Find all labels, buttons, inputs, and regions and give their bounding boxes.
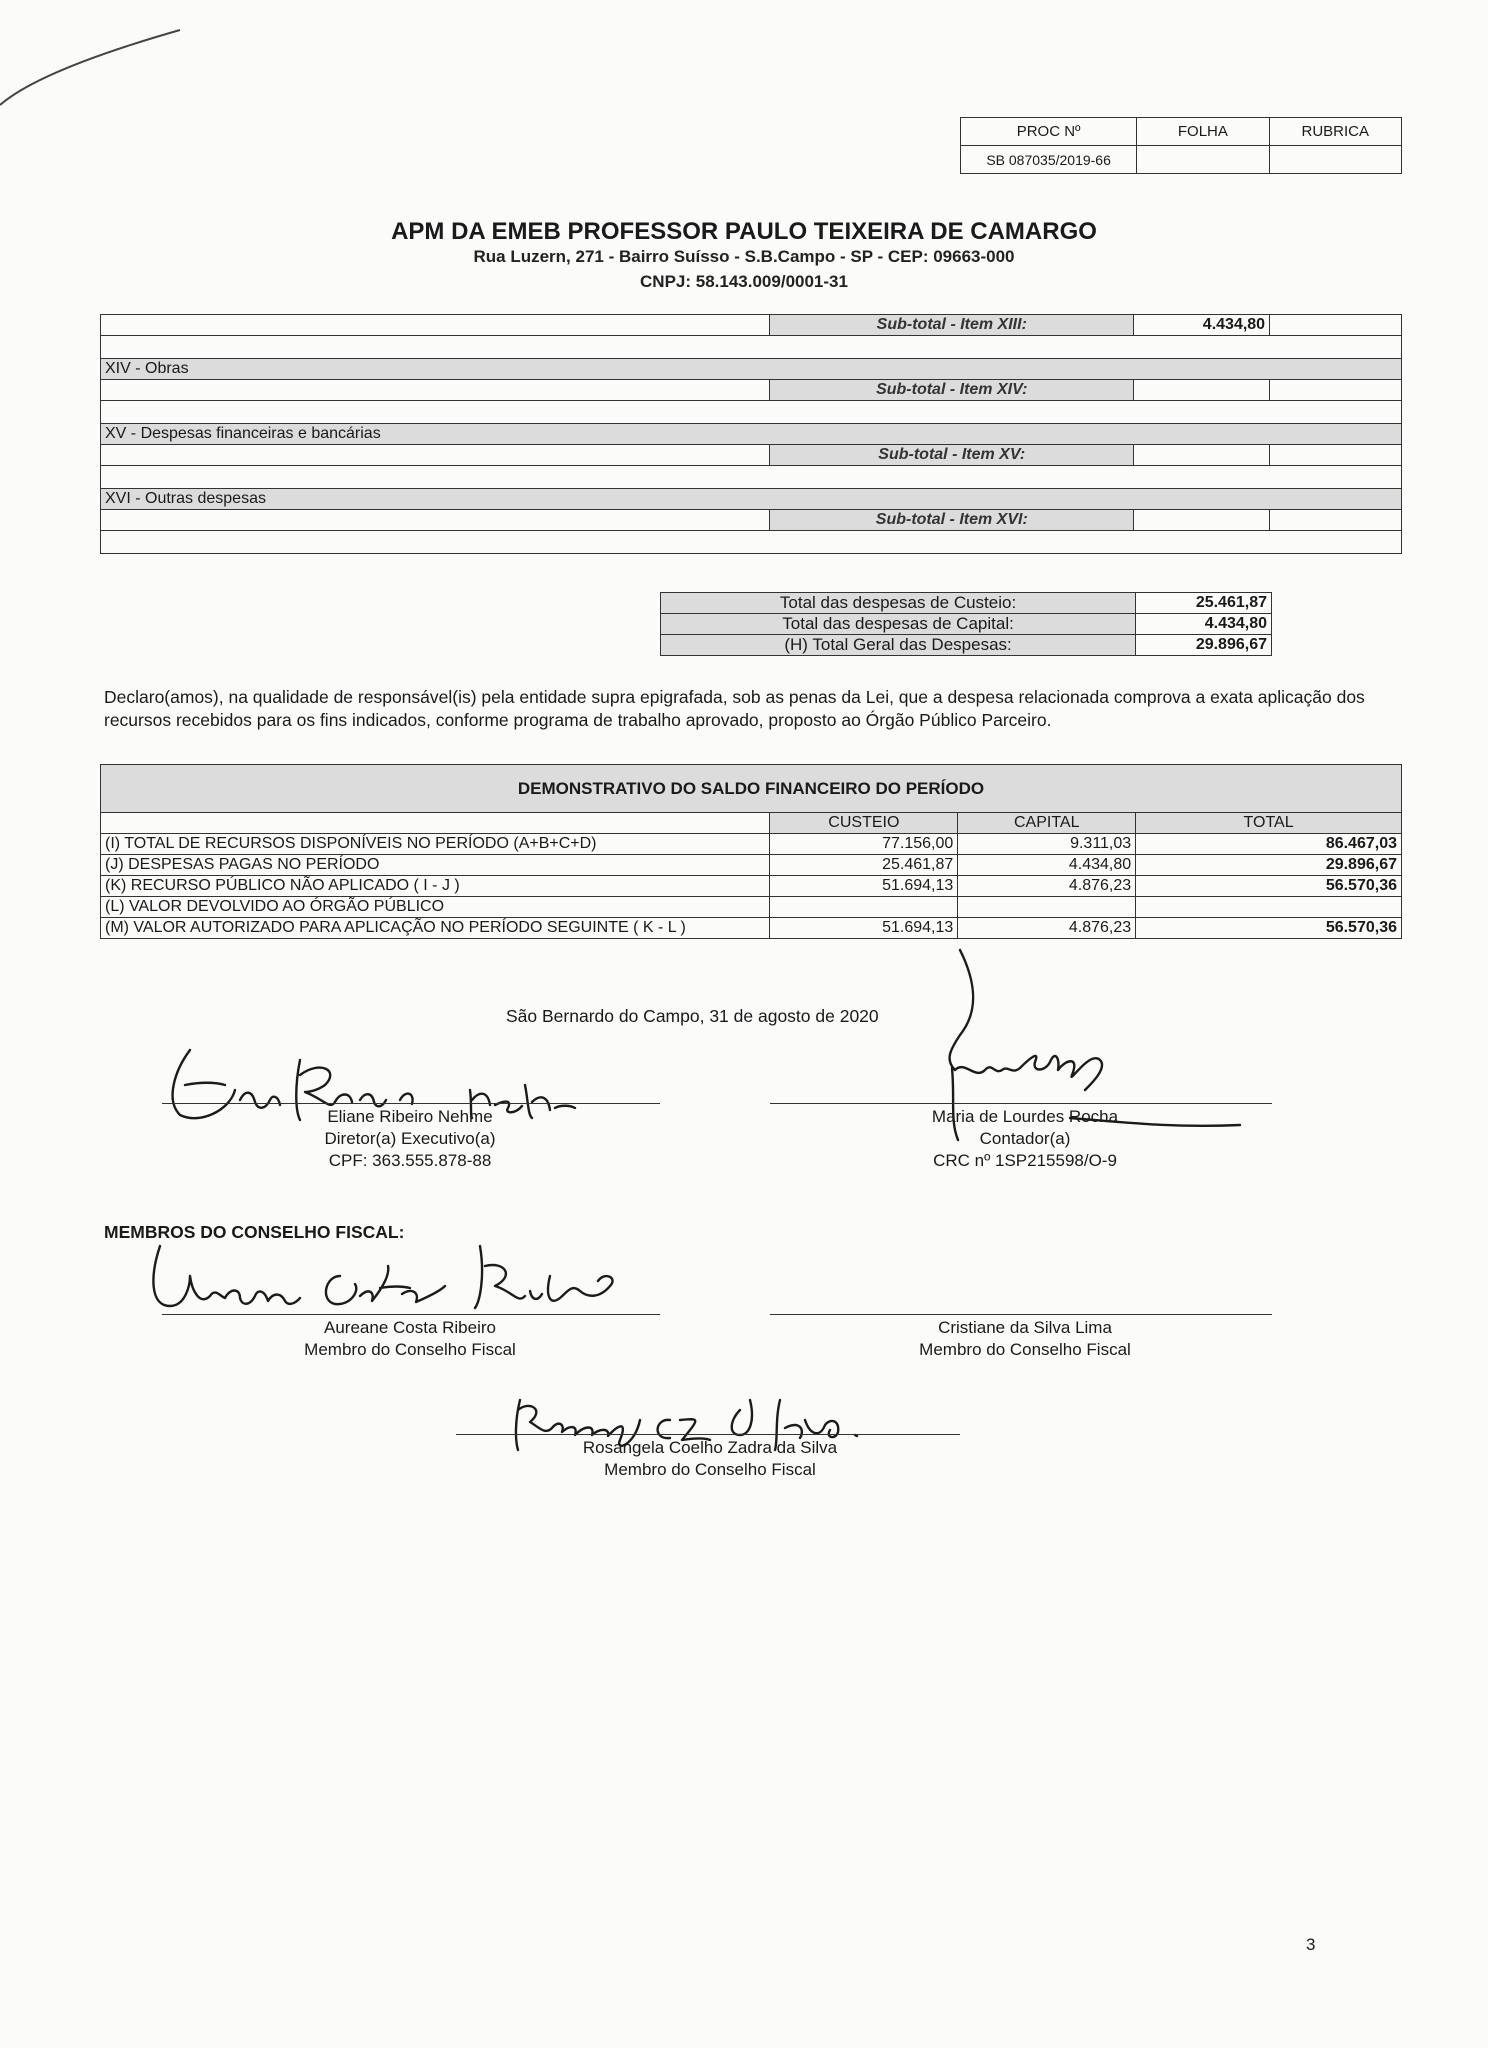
accountant-crc: CRC nº 1SP215598/O-9	[933, 1151, 1117, 1170]
empty-cell	[101, 315, 770, 336]
row-capital: 4.876,23	[958, 918, 1136, 939]
empty-cell	[1270, 510, 1402, 531]
section-xv: XV - Despesas financeiras e bancárias	[101, 424, 1402, 445]
subtotal-xiii-value: 4.434,80	[1134, 315, 1270, 336]
proc-box	[960, 117, 1402, 174]
place-date: São Bernardo do Campo, 31 de agosto de 2020	[506, 1006, 879, 1026]
member3-name: Rosangela Coelho Zadra da Silva	[582, 1438, 838, 1457]
spacer-row	[101, 466, 1402, 489]
row-label: (J) DESPESAS PAGAS NO PERÍODO	[101, 855, 770, 876]
row-capital: 4.434,80	[958, 855, 1136, 876]
folha-value	[1137, 146, 1269, 174]
subtotal-xv-value	[1134, 445, 1270, 466]
row-custeio: 25.461,87	[770, 855, 958, 876]
row-total	[1136, 897, 1402, 918]
empty-cell	[1270, 380, 1402, 401]
accountant-role: Contador(a)	[979, 1129, 1071, 1148]
subtotal-xiii-label: Sub-total - Item XIII:	[770, 315, 1134, 336]
director-role: Diretor(a) Executivo(a)	[324, 1129, 496, 1148]
row-total: 56.570,36	[1136, 876, 1402, 897]
subtotal-xiv-value	[1134, 380, 1270, 401]
spacer-row	[101, 531, 1402, 554]
table-row	[101, 876, 1402, 897]
folha-label: FOLHA	[1137, 118, 1269, 146]
table-row	[101, 834, 1402, 855]
table-row	[101, 897, 1402, 918]
empty-cell	[101, 510, 770, 531]
empty-cell	[1270, 445, 1402, 466]
row-capital	[958, 897, 1136, 918]
total-custeio-value: 25.461,87	[1136, 593, 1272, 614]
page-number: 3	[1306, 1935, 1316, 1954]
expenses-table	[100, 314, 1402, 554]
page-corner-fold	[0, 0, 200, 130]
demonstrativo-title: DEMONSTRATIVO DO SALDO FINANCEIRO DO PERÍODO	[101, 765, 1402, 813]
director-signature-line	[162, 1103, 660, 1104]
declaration-text: Declaro(amos), na qualidade de responsável(is) pela entidade supra epigrafada, sob as penas da Lei, que a despesa relacionada comprova a exata aplicação dos recursos recebidos para os fins indicados, conforme programa de trabalho aprovado, proposto ao Órgão Público Parceiro.	[104, 687, 1365, 730]
proc-value: SB 087035/2019-66	[961, 146, 1137, 174]
total-geral-value: 29.896,67	[1136, 635, 1272, 656]
spacer-row	[101, 401, 1402, 424]
member3-signature-line	[456, 1434, 960, 1435]
row-custeio: 51.694,13	[770, 876, 958, 897]
totals-table	[660, 592, 1272, 656]
subtotal-xiv-label: Sub-total - Item XIV:	[770, 380, 1134, 401]
row-capital: 9.311,03	[958, 834, 1136, 855]
row-label: (I) TOTAL DE RECURSOS DISPONÍVEIS NO PERÍODO (A+B+C+D)	[101, 834, 770, 855]
empty-cell	[101, 445, 770, 466]
total-capital-label: Total das despesas de Capital:	[661, 614, 1136, 635]
demonstrativo-table	[100, 764, 1402, 939]
row-total: 29.896,67	[1136, 855, 1402, 876]
council-heading: MEMBROS DO CONSELHO FISCAL:	[104, 1222, 405, 1242]
entity-address: Rua Luzern, 271 - Bairro Suísso - S.B.Campo - SP - CEP: 09663-000	[473, 247, 1015, 266]
table-row	[101, 918, 1402, 939]
entity-cnpj: CNPJ: 58.143.009/0001-31	[640, 272, 848, 291]
row-label: (M) VALOR AUTORIZADO PARA APLICAÇÃO NO PERÍODO SEGUINTE ( K - L )	[101, 918, 770, 939]
empty-cell	[101, 380, 770, 401]
row-total: 56.570,36	[1136, 918, 1402, 939]
total-capital-value: 4.434,80	[1136, 614, 1272, 635]
rubrica-value	[1269, 146, 1401, 174]
member3-role: Membro do Conselho Fiscal	[604, 1460, 816, 1479]
accountant-signature-line	[770, 1103, 1272, 1104]
subtotal-xv-label: Sub-total - Item XV:	[770, 445, 1134, 466]
member1-signature-line	[162, 1314, 660, 1315]
row-total: 86.467,03	[1136, 834, 1402, 855]
member1-signature	[140, 1236, 630, 1326]
col-total: TOTAL	[1136, 813, 1402, 834]
director-cpf: CPF: 363.555.878-88	[328, 1151, 492, 1170]
table-row	[101, 855, 1402, 876]
total-custeio-label: Total das despesas de Custeio:	[661, 593, 1136, 614]
row-custeio	[770, 897, 958, 918]
empty-cell	[1270, 315, 1402, 336]
proc-label: PROC Nº	[961, 118, 1137, 146]
col-capital: CAPITAL	[958, 813, 1136, 834]
section-xvi: XVI - Outras despesas	[101, 489, 1402, 510]
empty-header-cell	[101, 813, 770, 834]
member1-name: Aureane Costa Ribeiro	[324, 1318, 496, 1337]
row-capital: 4.876,23	[958, 876, 1136, 897]
subtotal-xvi-label: Sub-total - Item XVI:	[770, 510, 1134, 531]
section-xiv: XIV - Obras	[101, 359, 1402, 380]
row-label: (K) RECURSO PÚBLICO NÃO APLICADO ( I - J )	[101, 876, 770, 897]
entity-title: APM DA EMEB PROFESSOR PAULO TEIXEIRA DE CAMARGO	[391, 218, 1097, 245]
accountant-name: Maria de Lourdes Rocha	[931, 1107, 1119, 1126]
row-custeio: 51.694,13	[770, 918, 958, 939]
member2-role: Membro do Conselho Fiscal	[919, 1340, 1131, 1359]
director-name: Eliane Ribeiro Nehme	[327, 1107, 493, 1126]
spacer-row	[101, 336, 1402, 359]
row-label: (L) VALOR DEVOLVIDO AO ÓRGÃO PÚBLICO	[101, 897, 770, 918]
member2-name: Cristiane da Silva Lima	[938, 1318, 1112, 1337]
rubrica-label: RUBRICA	[1269, 118, 1401, 146]
member1-role: Membro do Conselho Fiscal	[304, 1340, 516, 1359]
subtotal-xvi-value	[1134, 510, 1270, 531]
total-geral-label: (H) Total Geral das Despesas:	[661, 635, 1136, 656]
row-custeio: 77.156,00	[770, 834, 958, 855]
member2-signature-line	[770, 1314, 1272, 1315]
col-custeio: CUSTEIO	[770, 813, 958, 834]
